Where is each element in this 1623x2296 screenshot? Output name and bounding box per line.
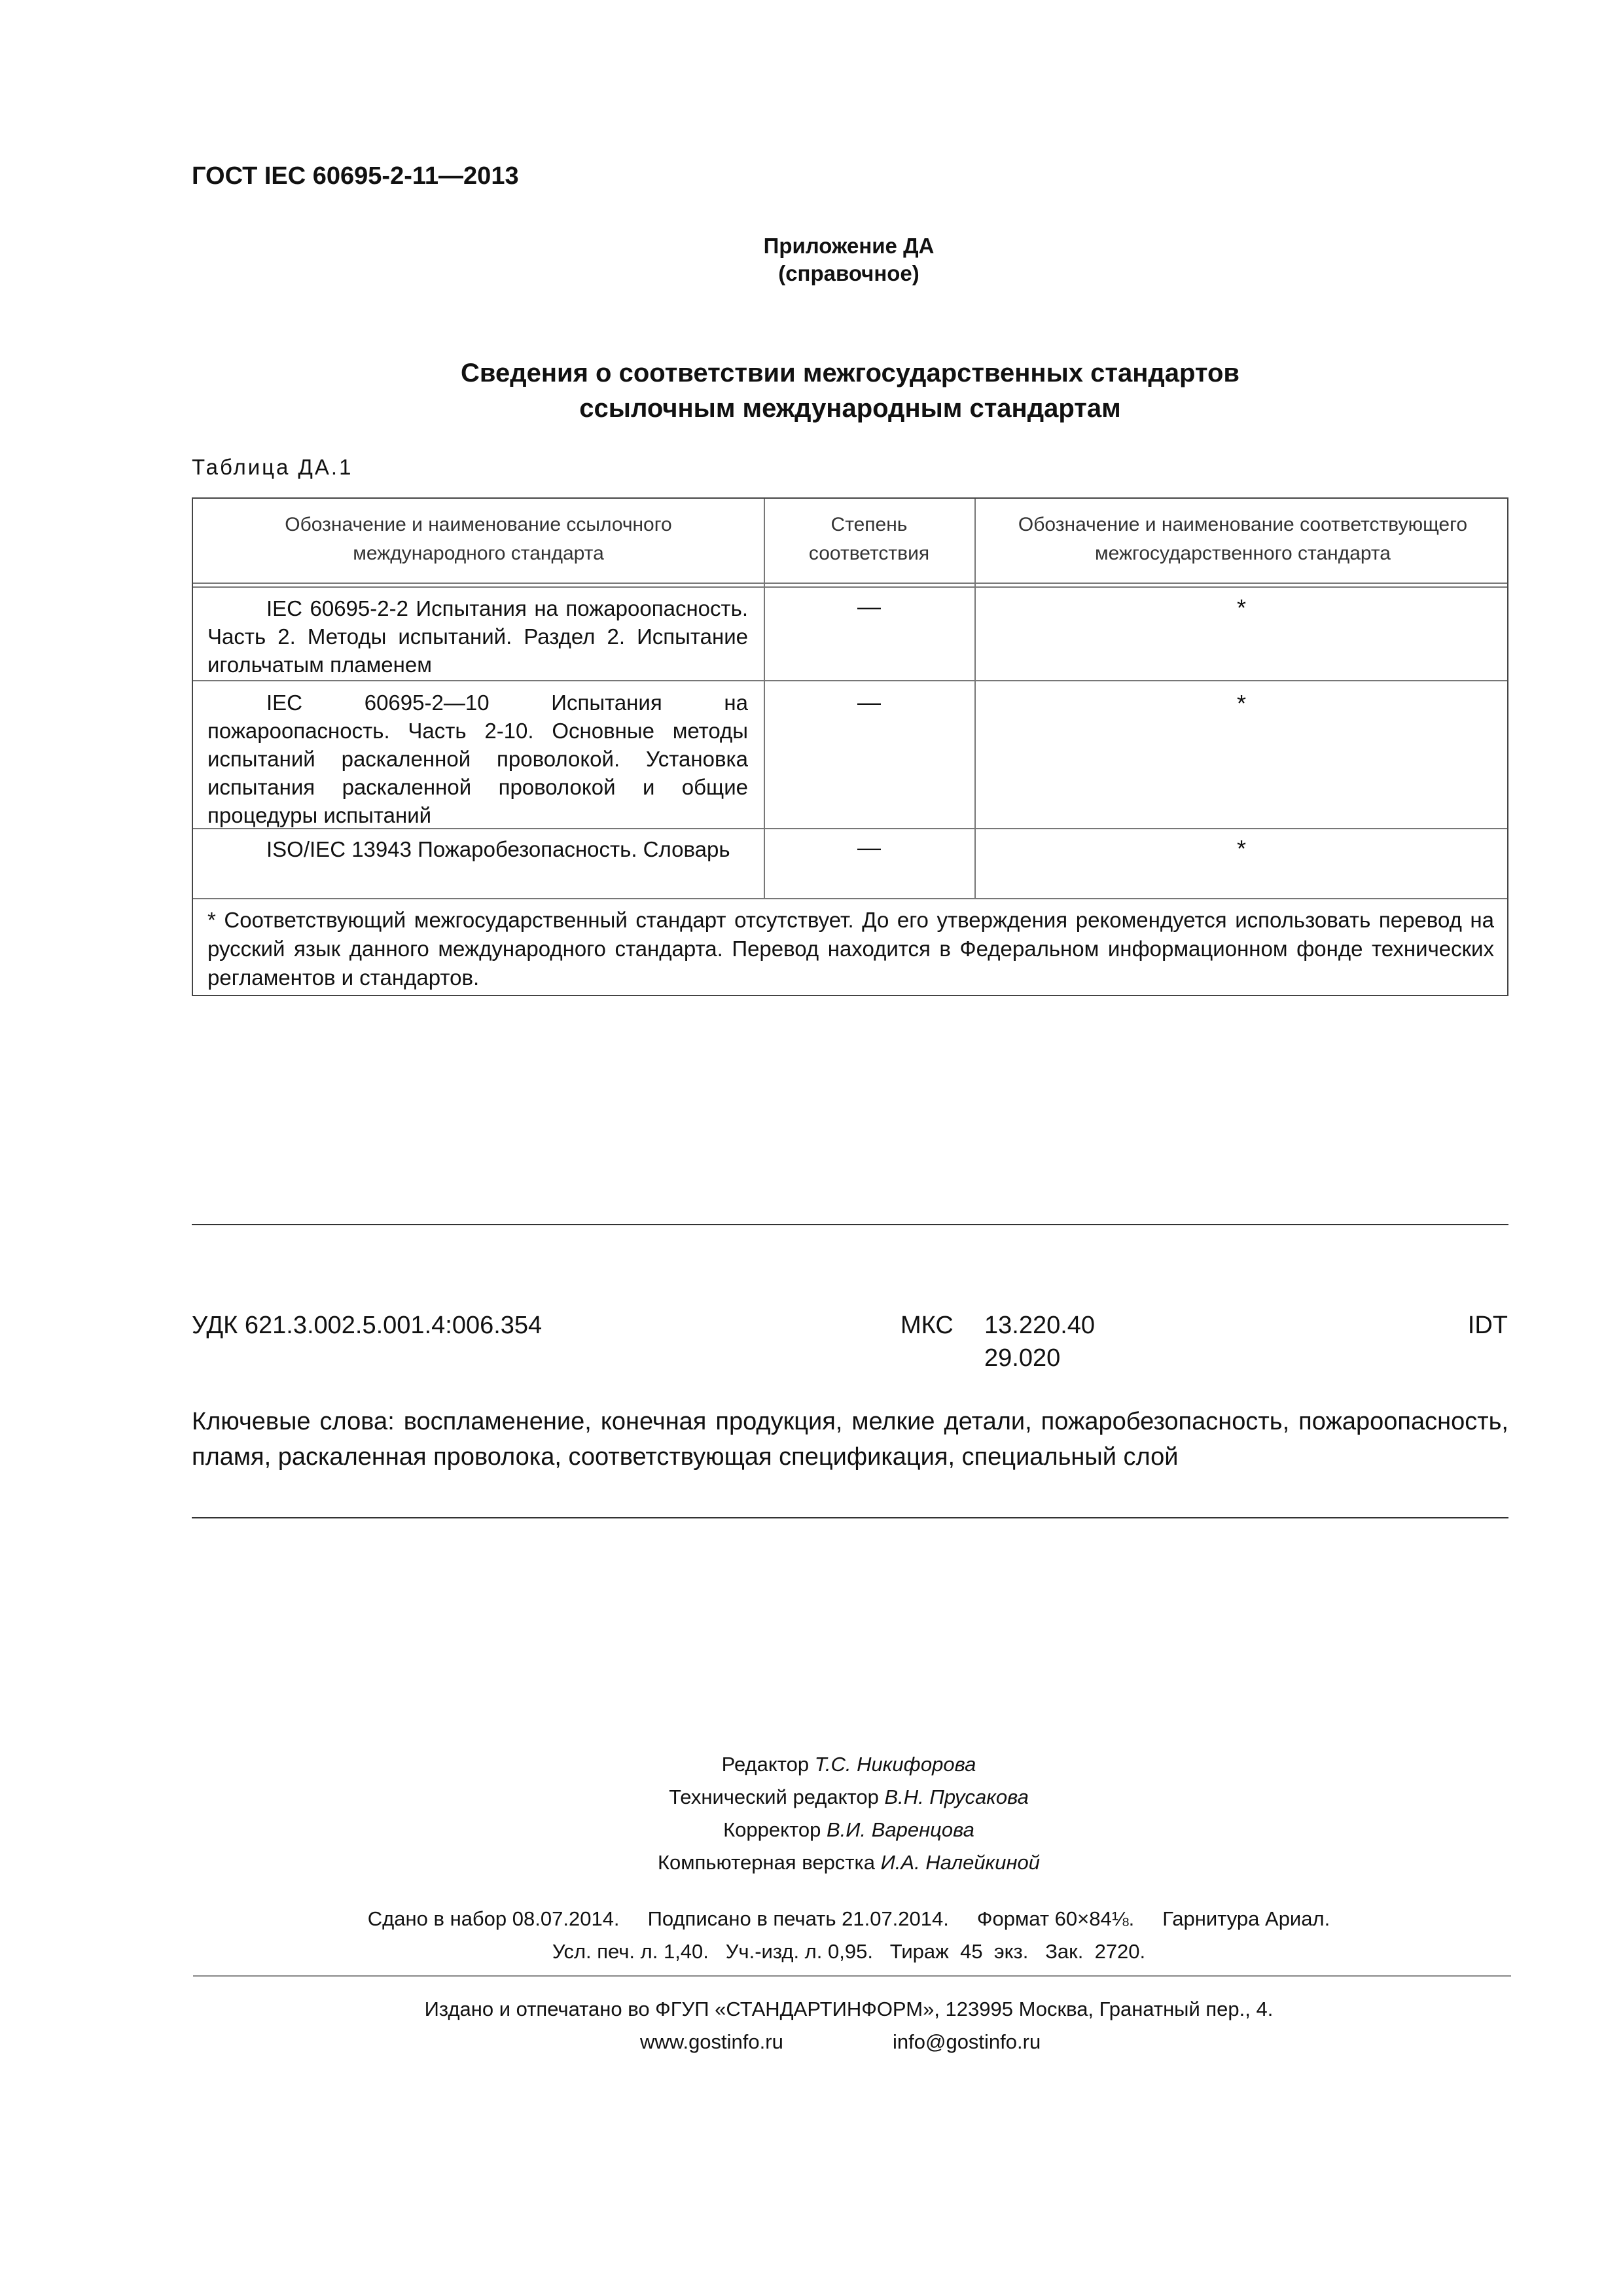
print-info-line-2: Усл. печ. л. 1,40. Уч.-изд. л. 0,95. Тираж 45 экз. Зак. 2720. xyxy=(552,1940,1146,1963)
table-row-national: * xyxy=(1236,594,1246,621)
separator-line xyxy=(192,1517,1508,1518)
mks-label: МКС xyxy=(901,1312,954,1339)
table-row-degree: — xyxy=(857,689,881,715)
idt-label: IDT xyxy=(1467,1312,1508,1339)
section-heading-line-2: ссылочным международным стандартам xyxy=(579,394,1121,423)
table-header-ref: Обозначение и наименование ссылочного международного стандарта xyxy=(285,514,672,564)
credit-proofreader: Корректор В.И. Варенцова xyxy=(723,1818,974,1841)
separator-line xyxy=(193,1975,1511,1977)
correspondence-table xyxy=(192,497,1508,996)
table-header-national: Обозначение и наименование соответствующего межгосударственного стандарта xyxy=(1018,514,1468,564)
table-row-divider xyxy=(193,898,1507,899)
table-row-degree: — xyxy=(857,834,881,861)
annex-type: (справочное) xyxy=(778,261,919,285)
mks-code: 29.020 xyxy=(984,1344,1061,1372)
table-footnote: * Соответствующий межгосударственный стандарт отсутствует. До его утверждения рекомендуется использовать перевод на русский язык данного международного стандарта. Перевод находится в Федеральном информационном фонде технических регламентов и стандартов. xyxy=(207,908,1494,990)
table-caption: Таблица ДА.1 xyxy=(192,455,353,479)
document-code: ГОСТ IEC 60695-2-11—2013 xyxy=(192,162,519,190)
table-header-rule-double xyxy=(193,586,1507,588)
section-heading-line-1: Сведения о соответствии межгосударственных стандартов xyxy=(461,359,1240,387)
website-link[interactable]: www.gostinfo.ru xyxy=(640,2030,783,2053)
credit-layout: Компьютерная верстка И.А. Налейкиной xyxy=(658,1851,1040,1874)
print-info-line-1: Сдано в набор 08.07.2014. Подписано в печать 21.07.2014. Формат 60×84⅛. Гарнитура Ариал. xyxy=(367,1907,1330,1930)
table-row-national: * xyxy=(1236,835,1246,862)
publisher-info: Издано и отпечатано во ФГУП «СТАНДАРТИНФОРМ», 123995 Москва, Гранатный пер., 4. xyxy=(424,1998,1274,2020)
email-link[interactable]: info@gostinfo.ru xyxy=(893,2030,1041,2053)
keywords: Ключевые слова: воспламенение, конечная продукция, мелкие детали, пожаробезопасность, пожароопасность, пламя, раскаленная проволока, соответствующая спецификация, специальный слой xyxy=(192,1408,1508,1471)
credit-technical-editor: Технический редактор В.Н. Прусакова xyxy=(669,1785,1029,1808)
table-row-national: * xyxy=(1236,690,1246,717)
table-row-ref: IEC 60695-2—10 Испытания на пожароопасность. Часть 2-10. Основные методы испытаний раскаленной проволокой. Установка испытания раскаленной проволокой и общие процедуры испытаний xyxy=(207,691,748,827)
credit-editor: Редактор Т.С. Никифорова xyxy=(721,1753,976,1776)
table-row-degree: — xyxy=(857,593,881,620)
udk-code: УДК 621.3.002.5.001.4:006.354 xyxy=(192,1312,543,1339)
table-row-ref: ISO/IEC 13943 Пожаробезопасность. Словарь xyxy=(266,837,730,861)
table-header-rule xyxy=(193,583,1507,584)
table-row-ref: IEC 60695-2-2 Испытания на пожароопасность. Часть 2. Методы испытаний. Раздел 2. Испытание игольчатым пламенем xyxy=(207,596,748,677)
table-row-divider xyxy=(193,680,1507,681)
separator-line xyxy=(192,1224,1508,1225)
mks-code: 13.220.40 xyxy=(984,1312,1096,1339)
table-header-degree: Степень соответствия xyxy=(808,514,930,564)
annex-title: Приложение ДА xyxy=(763,234,935,258)
